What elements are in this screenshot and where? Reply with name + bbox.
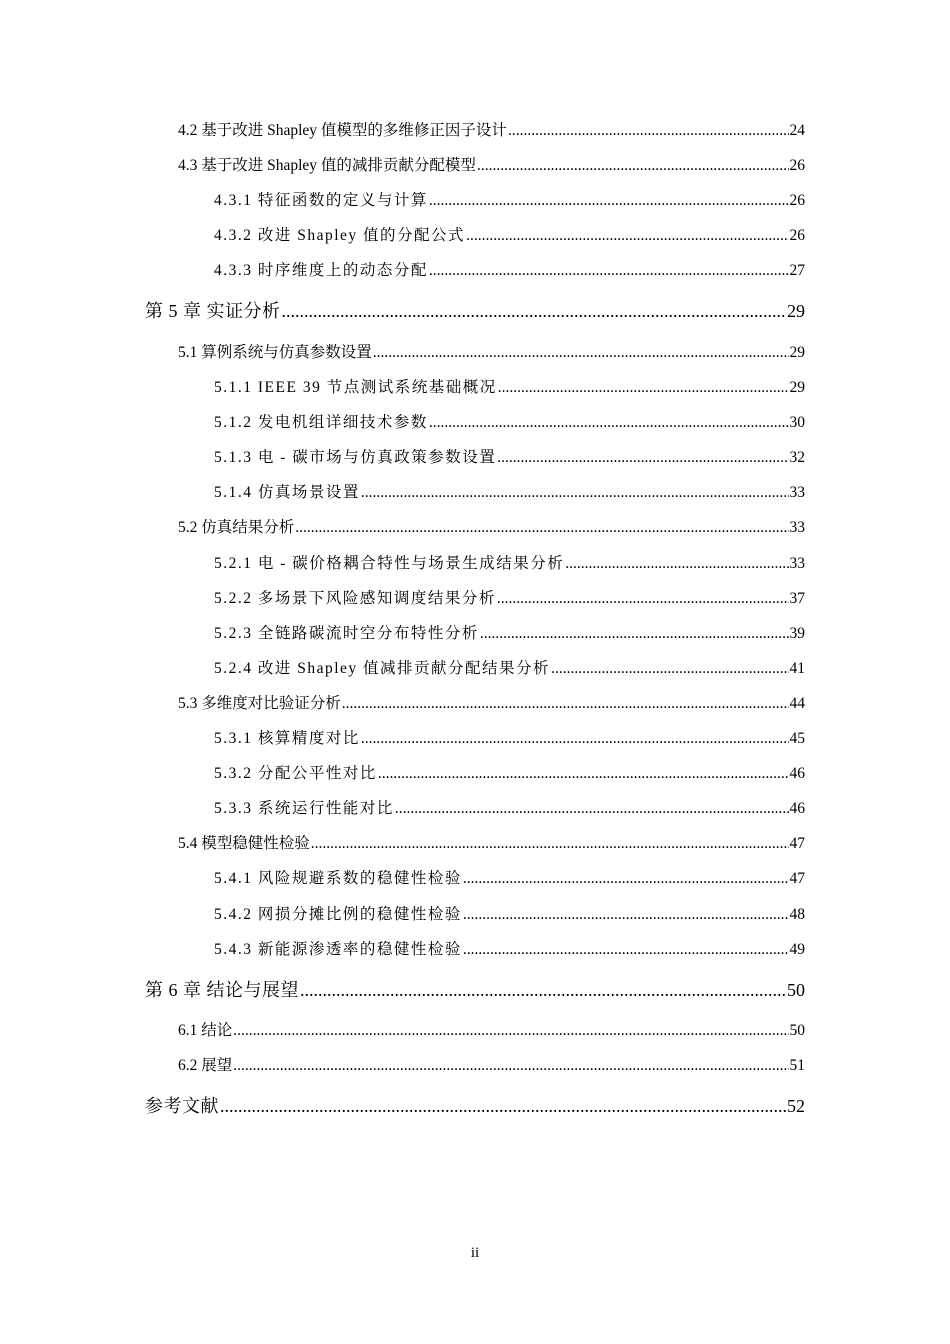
toc-entry-page: 33 [789, 484, 805, 501]
toc-entry-title: 5.1.4 仿真场景设置 [214, 484, 360, 501]
toc-dot-leader [378, 765, 789, 783]
toc-entry[interactable] [178, 153, 805, 175]
toc-entry-page: 47 [789, 870, 805, 887]
toc-entry-title: 5.4.2 网损分摊比例的稳健性检验 [214, 906, 462, 923]
toc-entry-page: 29 [789, 344, 805, 361]
toc-entry[interactable] [214, 375, 805, 397]
toc-entry[interactable] [214, 480, 805, 502]
toc-entry-title: 4.3.1 特征函数的定义与计算 [214, 192, 428, 209]
toc-entry-page: 49 [789, 941, 805, 958]
toc-entry-page: 50 [787, 980, 805, 1000]
toc-entry-page: 33 [789, 555, 805, 572]
toc-dot-leader [233, 1022, 788, 1040]
toc-dot-leader [429, 192, 789, 210]
toc-dot-leader [497, 590, 789, 608]
toc-entry-title: 4.3.2 改进 Shapley 值的分配公式 [214, 227, 466, 244]
toc-dot-leader [565, 555, 788, 573]
toc-entry-page: 37 [789, 590, 805, 607]
toc-entry-title: 5.4 模型稳健性检验 [178, 835, 310, 852]
toc-dot-leader [429, 414, 789, 432]
toc-entry[interactable] [178, 340, 805, 362]
toc-dot-leader [300, 980, 786, 1001]
toc-entry-title: 5.1.2 发电机组详细技术参数 [214, 414, 428, 431]
toc-entry-page: 46 [789, 800, 805, 817]
toc-entry-page: 29 [787, 301, 805, 321]
toc-dot-leader [498, 379, 789, 397]
toc-dot-leader [463, 906, 789, 924]
toc-entry[interactable] [214, 621, 805, 643]
toc-entry-title: 5.2.4 改进 Shapley 值减排贡献分配结果分析 [214, 660, 551, 677]
toc-entry-page: 51 [789, 1057, 805, 1074]
toc-entry-page: 32 [789, 449, 805, 466]
toc-dot-leader [342, 695, 789, 713]
toc-entry-title: 第 5 章 实证分析 [145, 301, 281, 321]
toc-entry-title: 4.3 基于改进 Shapley 值的减排贡献分配模型 [178, 157, 476, 174]
toc-dot-leader [361, 484, 789, 502]
toc-entry-page: 27 [789, 262, 805, 279]
toc-entry-page: 41 [789, 660, 805, 677]
toc-dot-leader [463, 870, 789, 888]
toc-entry-title: 5.2 仿真结果分析 [178, 519, 295, 536]
toc-entry-title: 参考文献 [145, 1096, 219, 1116]
toc-dot-leader [429, 262, 789, 280]
toc-dot-leader [466, 227, 788, 245]
toc-entry[interactable] [214, 726, 805, 748]
toc-entry-title: 5.3.2 分配公平性对比 [214, 765, 377, 782]
toc-entry[interactable] [214, 796, 805, 818]
page-number: ii [470, 1245, 480, 1261]
toc-entry-page: 39 [789, 625, 805, 642]
toc-entry[interactable] [214, 656, 805, 678]
toc-entry-title: 4.3.3 时序维度上的动态分配 [214, 262, 428, 279]
toc-entry[interactable] [214, 188, 805, 210]
toc-entry[interactable] [178, 691, 805, 713]
toc-entry-title: 5.2.2 多场景下风险感知调度结果分析 [214, 590, 496, 607]
toc-entry-title: 5.4.1 风险规避系数的稳健性检验 [214, 870, 462, 887]
toc-dot-leader [220, 1096, 786, 1117]
toc-entry-page: 26 [789, 157, 805, 174]
toc-entry[interactable] [214, 258, 805, 280]
toc-entry-title: 5.4.3 新能源渗透率的稳健性检验 [214, 941, 462, 958]
toc-entry-title: 5.2.1 电 - 碳价格耦合特性与场景生成结果分析 [214, 555, 565, 572]
toc-entry-title: 6.1 结论 [178, 1022, 233, 1039]
toc-dot-leader [551, 660, 788, 678]
toc-dot-leader [497, 449, 788, 467]
toc-entry-title: 5.3.1 核算精度对比 [214, 730, 360, 747]
toc-entry[interactable] [214, 866, 805, 888]
toc-entry[interactable] [178, 515, 805, 537]
toc-dot-leader [311, 835, 789, 853]
toc-entry-title: 5.1 算例系统与仿真参数设置 [178, 344, 372, 361]
toc-entry-title: 第 6 章 结论与展望 [145, 980, 299, 1000]
toc-entry-page: 26 [789, 192, 805, 209]
toc-entry-title: 5.1.3 电 - 碳市场与仿真政策参数设置 [214, 449, 497, 466]
toc-dot-leader [373, 344, 789, 362]
toc-entry[interactable] [214, 223, 805, 245]
toc-entry[interactable] [145, 1092, 805, 1118]
toc-dot-leader [508, 122, 789, 140]
toc-entry[interactable] [178, 831, 805, 853]
toc-entry[interactable] [178, 118, 805, 140]
toc-entry-title: 4.2 基于改进 Shapley 值模型的多维修正因子设计 [178, 122, 507, 139]
toc-entry[interactable] [214, 761, 805, 783]
toc-entry-page: 30 [789, 414, 805, 431]
toc-dot-leader [233, 1057, 788, 1075]
toc-entry-page: 44 [789, 695, 805, 712]
toc-entry[interactable] [214, 410, 805, 432]
toc-entry[interactable] [178, 1018, 805, 1040]
toc-entry-page: 45 [789, 730, 805, 747]
toc-entry-title: 6.2 展望 [178, 1057, 233, 1074]
toc-entry[interactable] [214, 937, 805, 959]
toc-dot-leader [480, 625, 789, 643]
toc-entry[interactable] [214, 586, 805, 608]
toc-dot-leader [361, 730, 789, 748]
toc-entry-title: 5.3.3 系统运行性能对比 [214, 800, 394, 817]
toc-entry-title: 5.2.3 全链路碳流时空分布特性分析 [214, 625, 479, 642]
toc-dot-leader [395, 800, 789, 818]
toc-entry[interactable] [145, 297, 805, 323]
toc-entry-page: 46 [789, 765, 805, 782]
toc-entry-title: 5.1.1 IEEE 39 节点测试系统基础概况 [214, 379, 497, 396]
toc-dot-leader [295, 519, 788, 537]
toc-entry-title: 5.3 多维度对比验证分析 [178, 695, 341, 712]
toc-entry-page: 26 [789, 227, 805, 244]
toc-entry-page: 33 [789, 519, 805, 536]
toc-entry-page: 52 [787, 1096, 805, 1116]
toc-entry-page: 29 [789, 379, 805, 396]
toc-dot-leader [463, 941, 789, 959]
toc-entry-page: 50 [789, 1022, 805, 1039]
toc-entry-page: 47 [789, 835, 805, 852]
toc-entry-page: 48 [789, 906, 805, 923]
toc-entry[interactable] [214, 551, 805, 573]
toc-dot-leader [282, 301, 787, 322]
toc-entry[interactable] [214, 902, 805, 924]
toc-entry-page: 24 [789, 122, 805, 139]
toc-entry[interactable] [178, 1053, 805, 1075]
toc-dot-leader [477, 157, 789, 175]
toc-entry[interactable] [214, 445, 805, 467]
toc-entry[interactable] [145, 976, 805, 1002]
